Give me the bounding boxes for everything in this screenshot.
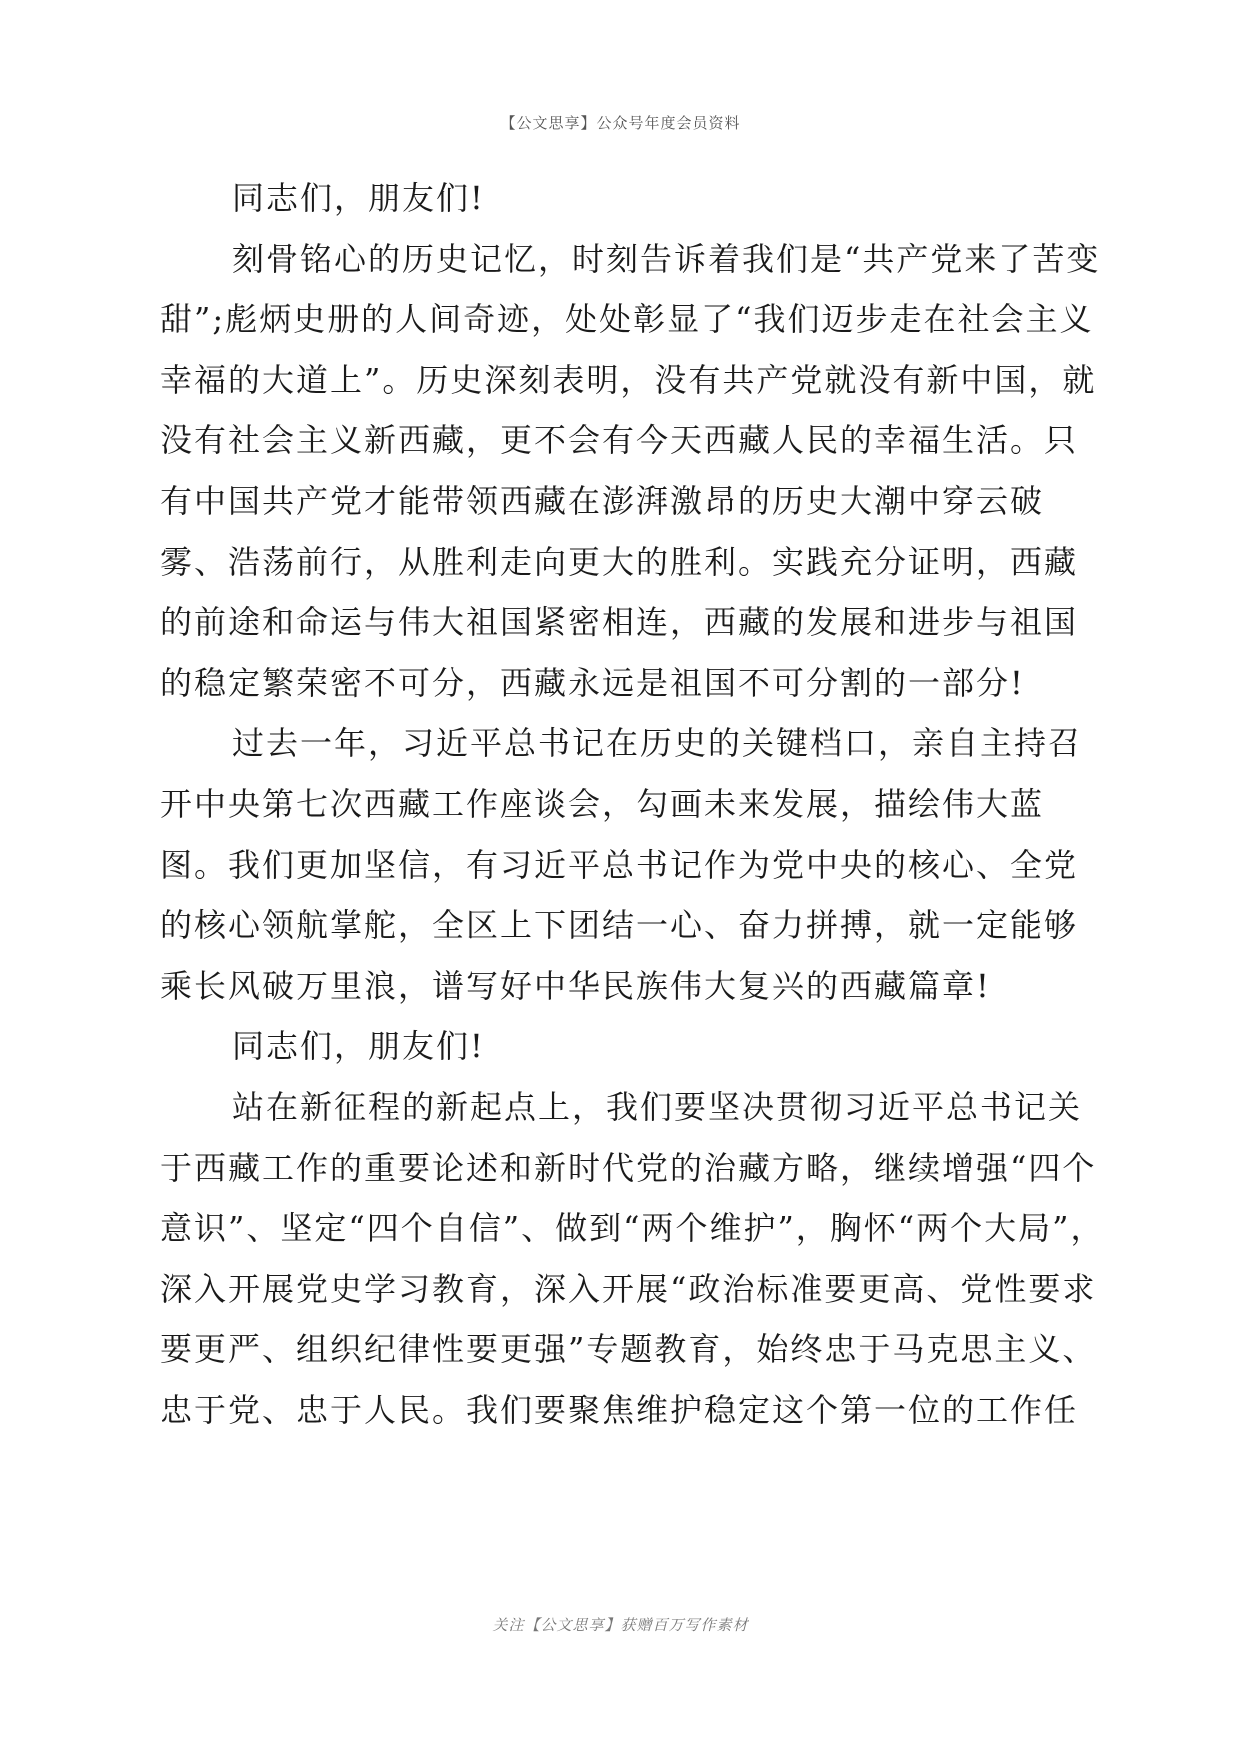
text-line: 雾、浩荡前行，从胜利走向更大的胜利。实践充分证明，西藏 [160, 542, 1079, 581]
text-line: 深入开展党史学习教育，深入开展“政治标准要更高、党性要求 [160, 1269, 1097, 1308]
text-line: 没有社会主义新西藏，更不会有今天西藏人民的幸福生活。只 [160, 421, 1079, 460]
text-line: 于西藏工作的重要论述和新时代党的治藏方略，继续增强“四个 [160, 1148, 1097, 1187]
text-line: 意识”、坚定“四个自信”、做到“两个维护”，胸怀“两个大局”， [160, 1209, 1105, 1248]
text-line: 图。我们更加坚信，有习近平总书记作为党中央的核心、全党 [160, 845, 1079, 884]
text-line: 过去一年，习近平总书记在历史的关键档口，亲自主持召 [232, 724, 1083, 763]
text-line: 站在新征程的新起点上，我们要坚决贯彻习近平总书记关 [232, 1087, 1083, 1126]
text-line: 忠于党、忠于人民。我们要聚焦维护稳定这个第一位的工作任 [160, 1390, 1079, 1429]
document-body [160, 168, 1105, 1440]
text-line: 同志们，朋友们! [232, 179, 485, 217]
text-line: 乘长风破万里浪，谱写好中华民族伟大复兴的西藏篇章! [160, 966, 991, 1005]
text-line: 刻骨铭心的历史记忆，时刻告诉着我们是“共产党来了苦变 [232, 239, 1101, 278]
text-line: 同志们，朋友们! [232, 1027, 485, 1066]
text-line: 的核心领航掌舵，全区上下团结一心、奋力拼搏，就一定能够 [160, 906, 1079, 945]
page-header: 【公文思享】公众号年度会员资料 [500, 114, 741, 132]
text-line: 的稳定繁荣密不可分，西藏永远是祖国不可分割的一部分! [160, 663, 1025, 702]
text-line: 有中国共产党才能带领西藏在澎湃激昂的历史大潮中穿云破 [160, 481, 1045, 520]
text-line: 甜”;彪炳史册的人间奇迹，处处彰显了“我们迈步走在社会主义 [160, 300, 1094, 339]
page-footer: 关注【公文思享】获赠百万写作素材 [492, 1616, 749, 1634]
text-line: 要更严、组织纪律性要更强”专题教育，始终忠于马克思主义、 [160, 1330, 1097, 1369]
text-line: 的前途和命运与伟大祖国紧密相连，西藏的发展和进步与祖国 [160, 603, 1079, 642]
text-line: 幸福的大道上”。历史深刻表明，没有共产党就没有新中国，就 [160, 360, 1097, 399]
text-line: 开中央第七次西藏工作座谈会，勾画未来发展，描绘伟大蓝 [160, 784, 1045, 823]
